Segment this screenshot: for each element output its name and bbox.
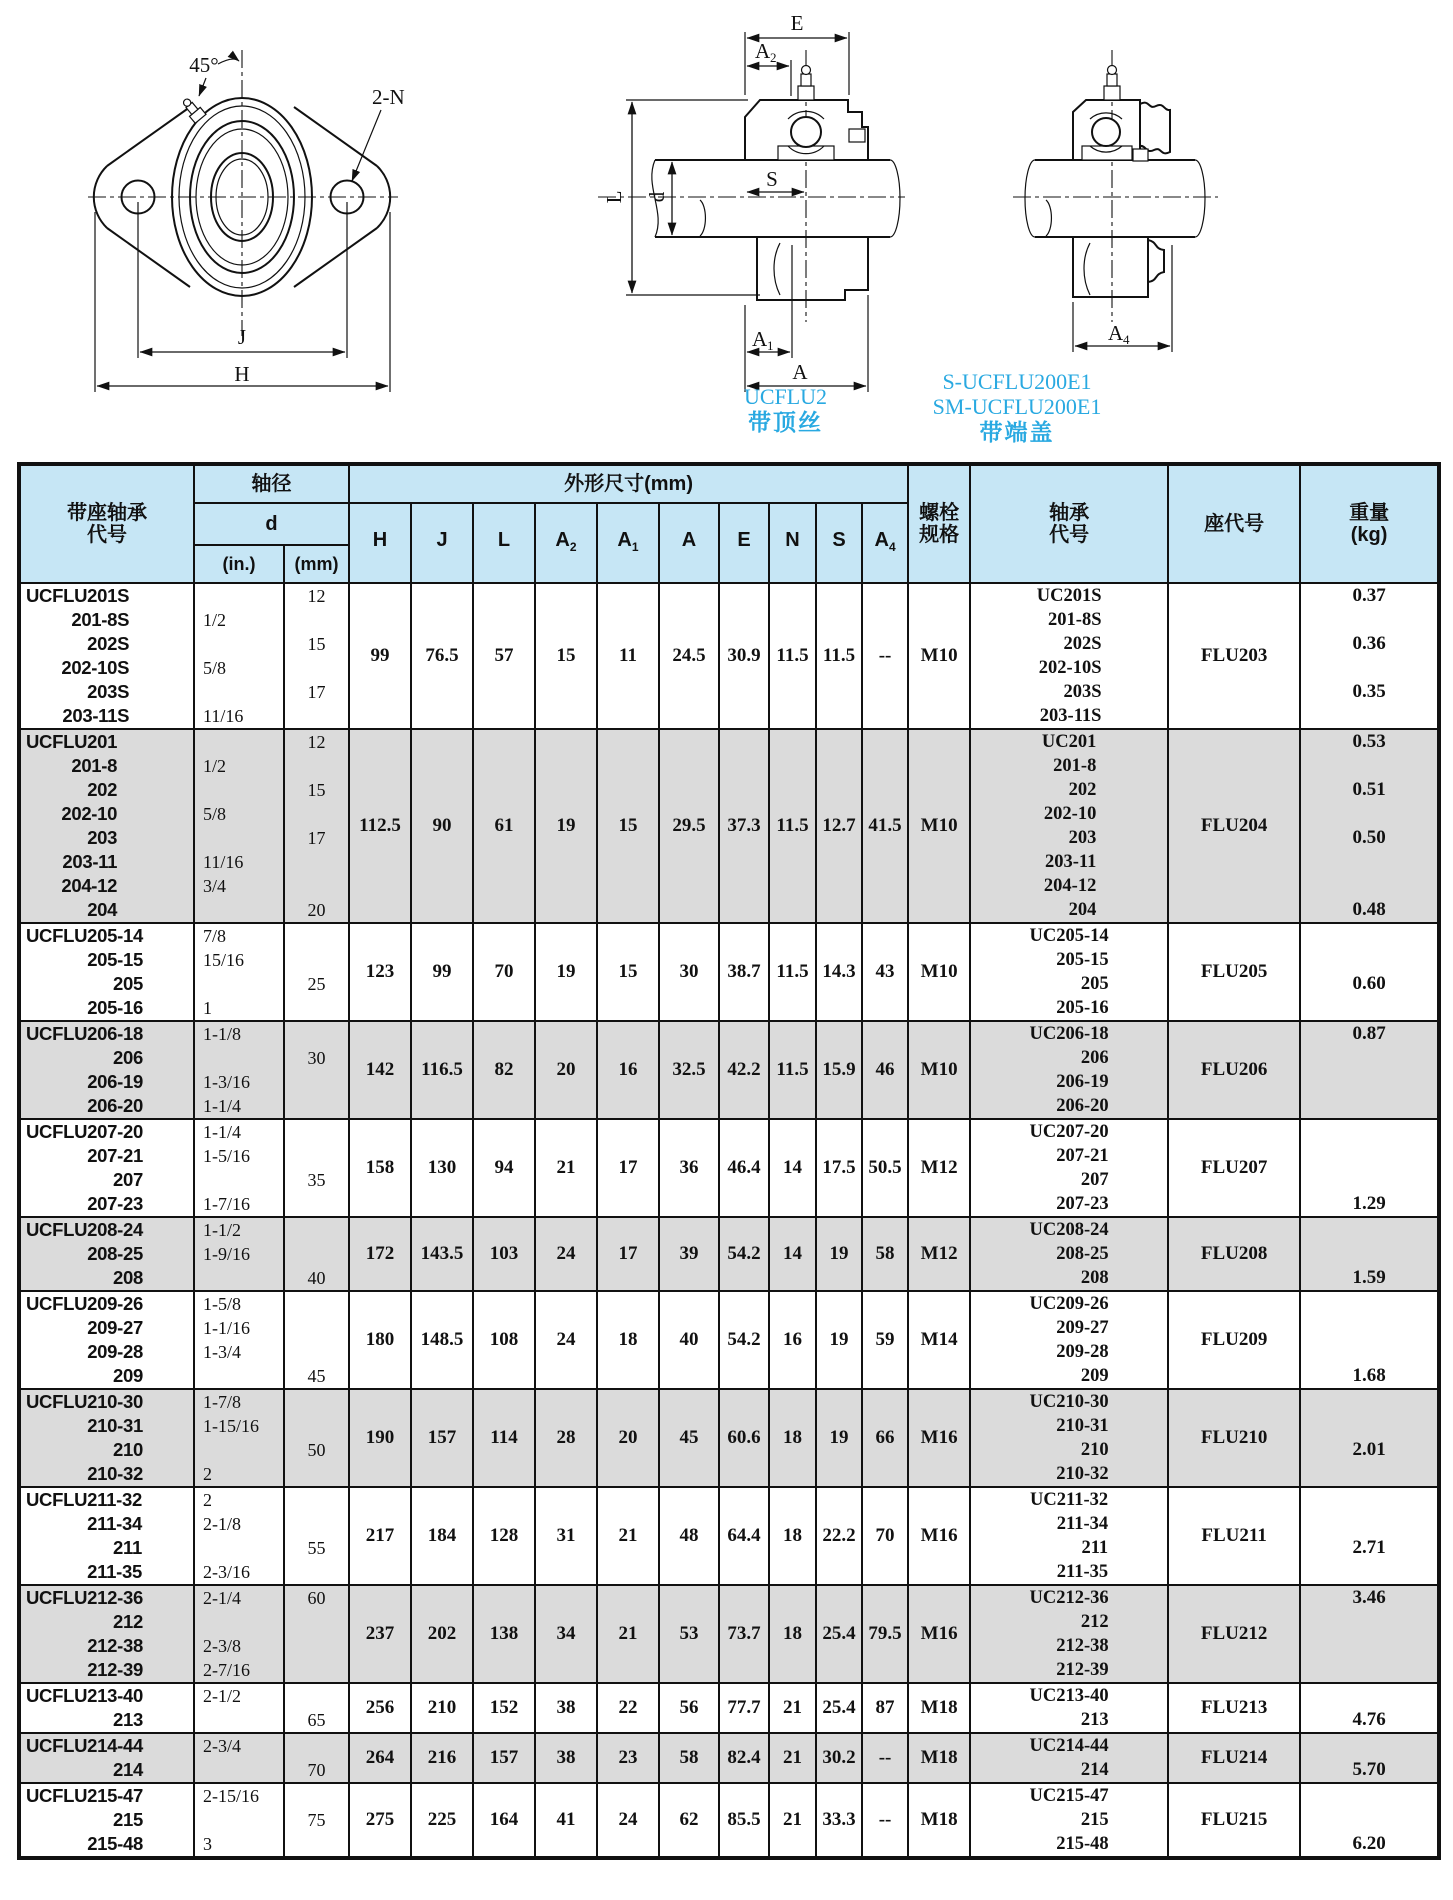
cell-housing-code: FLU207 bbox=[1168, 1119, 1300, 1217]
header-unit-code bbox=[19, 464, 194, 583]
cell-dim-L: 114 bbox=[473, 1389, 535, 1487]
cell-dim-A2: 28 bbox=[535, 1389, 597, 1487]
cell-dim-S: 30.2 bbox=[816, 1733, 862, 1783]
cell-unit-code: UCFLU208-24 208-25 208 bbox=[19, 1217, 194, 1291]
cell-dim-L: 108 bbox=[473, 1291, 535, 1389]
cell-dim-A4: 79.5 bbox=[862, 1585, 908, 1683]
cell-dim-L: 57 bbox=[473, 583, 535, 729]
cell-dim-E: 46.4 bbox=[719, 1119, 769, 1217]
cell-shaft-dia-inch: 1/2 5/8 11/16 bbox=[194, 583, 284, 729]
technical-drawings bbox=[0, 0, 1453, 458]
cell-dim-S: 19 bbox=[816, 1291, 862, 1389]
cell-weight: 0.60 bbox=[1300, 923, 1439, 1021]
section-dim-l-label: L bbox=[602, 190, 626, 204]
cell-dim-S: 19 bbox=[816, 1389, 862, 1487]
cell-shaft-dia-mm: 70 bbox=[284, 1733, 349, 1783]
cell-dim-A2: 38 bbox=[535, 1733, 597, 1783]
cell-shaft-dia-inch: 2 2-1/8 2-3/16 bbox=[194, 1487, 284, 1585]
cell-shaft-dia-mm: 75 bbox=[284, 1783, 349, 1858]
cell-dim-J: 184 bbox=[411, 1487, 473, 1585]
cell-dim-J: 210 bbox=[411, 1683, 473, 1733]
cell-bolt-size: M14 bbox=[908, 1291, 970, 1389]
cell-dim-N: 21 bbox=[769, 1683, 816, 1733]
cell-unit-code: UCFLU209-26 209-27 209-28 209 bbox=[19, 1291, 194, 1389]
cell-dim-A: 30 bbox=[659, 923, 719, 1021]
endcap-view-drawing bbox=[1013, 50, 1218, 352]
cell-dim-N: 14 bbox=[769, 1119, 816, 1217]
cell-shaft-dia-mm: 55 bbox=[284, 1487, 349, 1585]
cell-dim-L: 157 bbox=[473, 1733, 535, 1783]
table-row bbox=[19, 1021, 1439, 1119]
cell-bolt-size: M12 bbox=[908, 1119, 970, 1217]
cell-dim-A4: 87 bbox=[862, 1683, 908, 1733]
cell-housing-code: FLU210 bbox=[1168, 1389, 1300, 1487]
table-row bbox=[19, 729, 1439, 923]
cell-dim-A4: -- bbox=[862, 583, 908, 729]
cell-housing-code: FLU204 bbox=[1168, 729, 1300, 923]
cell-dim-A2: 19 bbox=[535, 729, 597, 923]
spec-table-body bbox=[19, 583, 1439, 1858]
cell-bolt-size: M18 bbox=[908, 1783, 970, 1858]
cell-dim-A2: 41 bbox=[535, 1783, 597, 1858]
table-row bbox=[19, 1487, 1439, 1585]
cell-dim-N: 11.5 bbox=[769, 923, 816, 1021]
section-dim-a1-sub: 1 bbox=[767, 338, 774, 353]
header-bearing-code bbox=[970, 464, 1168, 583]
grease-nipple-icon bbox=[798, 66, 814, 101]
cell-bolt-size: M16 bbox=[908, 1585, 970, 1683]
table-row bbox=[19, 1783, 1439, 1858]
cell-weight: 2.01 bbox=[1300, 1389, 1439, 1487]
header-bearing-code-line1: 轴承 bbox=[1049, 502, 1090, 524]
cell-dim-A2: 24 bbox=[535, 1291, 597, 1389]
header-dim-J: J bbox=[411, 503, 473, 583]
cell-dim-L: 164 bbox=[473, 1783, 535, 1858]
cell-weight: 1.59 bbox=[1300, 1217, 1439, 1291]
cell-dim-E: 77.7 bbox=[719, 1683, 769, 1733]
cell-dim-A4: 50.5 bbox=[862, 1119, 908, 1217]
cell-dim-A2: 31 bbox=[535, 1487, 597, 1585]
header-bolt-line2: 规格 bbox=[919, 524, 960, 546]
cell-bolt-size: M10 bbox=[908, 923, 970, 1021]
cell-dim-S: 12.7 bbox=[816, 729, 862, 923]
cell-housing-code: FLU208 bbox=[1168, 1217, 1300, 1291]
front-dim-j-label: J bbox=[237, 325, 247, 349]
cell-shaft-dia-inch: 1-1/2 1-9/16 bbox=[194, 1217, 284, 1291]
cell-dim-A1: 24 bbox=[597, 1783, 659, 1858]
cell-shaft-dia-mm: 12 15 17 20 bbox=[284, 729, 349, 923]
cell-housing-code: FLU214 bbox=[1168, 1733, 1300, 1783]
cell-dim-A: 58 bbox=[659, 1733, 719, 1783]
header-unit-code-line1: 带座轴承 bbox=[67, 502, 147, 524]
cell-bearing-code: UC211-32 211-34 211 211-35 bbox=[970, 1487, 1168, 1585]
header-dim-A2: $A_2$ bbox=[535, 503, 597, 583]
cell-shaft-dia-inch: 2-3/4 bbox=[194, 1733, 284, 1783]
cell-bolt-size: M10 bbox=[908, 1021, 970, 1119]
cell-dim-E: 30.9 bbox=[719, 583, 769, 729]
cell-dim-E: 37.3 bbox=[719, 729, 769, 923]
endcap-dim-a4-label: A bbox=[1108, 321, 1124, 345]
cell-shaft-dia-inch: 1-1/4 1-5/16 1-7/16 bbox=[194, 1119, 284, 1217]
cell-dim-A4: 59 bbox=[862, 1291, 908, 1389]
cell-dim-H: 217 bbox=[349, 1487, 411, 1585]
cell-housing-code: FLU215 bbox=[1168, 1783, 1300, 1858]
cell-dim-H: 158 bbox=[349, 1119, 411, 1217]
header-weight-line1: 重量 bbox=[1349, 502, 1390, 524]
cell-unit-code: UCFLU201 201-8 202 202-10 203 203-11 204-12 204 bbox=[19, 729, 194, 923]
section-dim-e-label: E bbox=[790, 11, 804, 35]
cell-weight: 2.71 bbox=[1300, 1487, 1439, 1585]
cell-bearing-code: UC201 201-8 202 202-10 203 203-11 204-12 204 bbox=[970, 729, 1168, 923]
cell-dim-H: 180 bbox=[349, 1291, 411, 1389]
cell-bearing-code: UC210-30 210-31 210 210-32 bbox=[970, 1389, 1168, 1487]
cell-dim-J: 76.5 bbox=[411, 583, 473, 729]
cell-dim-L: 128 bbox=[473, 1487, 535, 1585]
cell-dim-A: 45 bbox=[659, 1389, 719, 1487]
cell-dim-E: 82.4 bbox=[719, 1733, 769, 1783]
caption-ucflu2-note: 带顶丝 bbox=[748, 409, 823, 435]
header-dims-group: 外形尺寸(mm) bbox=[349, 464, 908, 503]
cell-dim-A: 24.5 bbox=[659, 583, 719, 729]
caption-ucflu2-model: UCFLU2 bbox=[743, 384, 828, 409]
cell-shaft-dia-mm: 45 bbox=[284, 1291, 349, 1389]
cell-shaft-dia-mm: 60 bbox=[284, 1585, 349, 1683]
cell-dim-A: 62 bbox=[659, 1783, 719, 1858]
cell-shaft-dia-inch: 2-15/16 3 bbox=[194, 1783, 284, 1858]
cell-unit-code: UCFLU201S 201-8S 202S 202-10S 203S 203-11S bbox=[19, 583, 194, 729]
header-weight bbox=[1300, 464, 1439, 583]
cell-bolt-size: M16 bbox=[908, 1487, 970, 1585]
cell-dim-S: 11.5 bbox=[816, 583, 862, 729]
cell-dim-J: 225 bbox=[411, 1783, 473, 1858]
cell-shaft-dia-mm: 12 15 17 bbox=[284, 583, 349, 729]
cell-dim-N: 14 bbox=[769, 1217, 816, 1291]
cell-weight: 0.87 bbox=[1300, 1021, 1439, 1119]
cell-bearing-code: UC214-44 214 bbox=[970, 1733, 1168, 1783]
cell-dim-E: 38.7 bbox=[719, 923, 769, 1021]
cell-dim-H: 123 bbox=[349, 923, 411, 1021]
cell-dim-A4: -- bbox=[862, 1783, 908, 1858]
cell-weight: 1.68 bbox=[1300, 1291, 1439, 1389]
cell-dim-A1: 17 bbox=[597, 1217, 659, 1291]
cell-dim-N: 11.5 bbox=[769, 583, 816, 729]
cell-dim-L: 103 bbox=[473, 1217, 535, 1291]
header-dim-S: S bbox=[816, 503, 862, 583]
cell-dim-S: 17.5 bbox=[816, 1119, 862, 1217]
section-dim-a2-sub: 2 bbox=[770, 50, 777, 65]
cell-housing-code: FLU209 bbox=[1168, 1291, 1300, 1389]
cell-shaft-dia-mm: 30 bbox=[284, 1021, 349, 1119]
cell-bearing-code: UC201S 201-8S 202S 202-10S 203S 203-11S bbox=[970, 583, 1168, 729]
cell-bolt-size: M18 bbox=[908, 1733, 970, 1783]
front-bolt-holes-label: 2-N bbox=[372, 85, 405, 109]
cell-dim-N: 11.5 bbox=[769, 729, 816, 923]
grease-nipple-icon bbox=[1104, 66, 1120, 101]
cell-bearing-code: UC206-18 206 206-19 206-20 bbox=[970, 1021, 1168, 1119]
header-d: d bbox=[194, 503, 349, 545]
cell-weight: 0.37 0.36 0.35 bbox=[1300, 583, 1439, 729]
cell-dim-A4: 43 bbox=[862, 923, 908, 1021]
cell-dim-S: 19 bbox=[816, 1217, 862, 1291]
header-dim-E: E bbox=[719, 503, 769, 583]
table-row bbox=[19, 1389, 1439, 1487]
spec-table bbox=[17, 462, 1441, 1860]
cell-bearing-code: UC208-24 208-25 208 bbox=[970, 1217, 1168, 1291]
cell-dim-A2: 20 bbox=[535, 1021, 597, 1119]
cell-dim-A1: 18 bbox=[597, 1291, 659, 1389]
cell-bearing-code: UC213-40 213 bbox=[970, 1683, 1168, 1733]
cell-dim-A4: 70 bbox=[862, 1487, 908, 1585]
cell-dim-A4: -- bbox=[862, 1733, 908, 1783]
cell-unit-code: UCFLU213-40 213 bbox=[19, 1683, 194, 1733]
cell-dim-A2: 15 bbox=[535, 583, 597, 729]
section-dim-a-label: A bbox=[792, 360, 808, 384]
cell-dim-J: 216 bbox=[411, 1733, 473, 1783]
cell-dim-L: 82 bbox=[473, 1021, 535, 1119]
cell-bolt-size: M12 bbox=[908, 1217, 970, 1291]
cell-bearing-code: UC209-26 209-27 209-28 209 bbox=[970, 1291, 1168, 1389]
header-dim-N: N bbox=[769, 503, 816, 583]
cell-dim-J: 157 bbox=[411, 1389, 473, 1487]
cell-dim-A: 48 bbox=[659, 1487, 719, 1585]
cell-bearing-code: UC205-14 205-15 205 205-16 bbox=[970, 923, 1168, 1021]
cell-dim-A2: 38 bbox=[535, 1683, 597, 1733]
cell-dim-A: 29.5 bbox=[659, 729, 719, 923]
cell-dim-A2: 24 bbox=[535, 1217, 597, 1291]
cell-dim-H: 190 bbox=[349, 1389, 411, 1487]
section-dim-a2-label: A bbox=[755, 39, 771, 63]
caption-right-model-2: SM-UCFLU200E1 bbox=[932, 394, 1102, 419]
cell-dim-A1: 21 bbox=[597, 1487, 659, 1585]
header-shaft-dia: 轴径 bbox=[194, 464, 349, 503]
cell-dim-A1: 15 bbox=[597, 729, 659, 923]
table-row bbox=[19, 1585, 1439, 1683]
cell-dim-A1: 15 bbox=[597, 923, 659, 1021]
cell-dim-A1: 11 bbox=[597, 583, 659, 729]
header-housing-code: 座代号 bbox=[1168, 464, 1300, 583]
cell-weight: 0.53 0.51 0.50 0.48 bbox=[1300, 729, 1439, 923]
cell-weight: 5.70 bbox=[1300, 1733, 1439, 1783]
cell-dim-A: 53 bbox=[659, 1585, 719, 1683]
cell-dim-H: 172 bbox=[349, 1217, 411, 1291]
cell-housing-code: FLU203 bbox=[1168, 583, 1300, 729]
cell-shaft-dia-inch: 1-7/8 1-15/16 2 bbox=[194, 1389, 284, 1487]
header-bolt bbox=[908, 464, 970, 583]
cell-dim-E: 60.6 bbox=[719, 1389, 769, 1487]
cell-unit-code: UCFLU205-14 205-15 205 205-16 bbox=[19, 923, 194, 1021]
cell-dim-N: 18 bbox=[769, 1585, 816, 1683]
cell-weight: 4.76 bbox=[1300, 1683, 1439, 1733]
cell-dim-A: 32.5 bbox=[659, 1021, 719, 1119]
cell-dim-H: 112.5 bbox=[349, 729, 411, 923]
cell-shaft-dia-mm: 65 bbox=[284, 1683, 349, 1733]
cell-unit-code: UCFLU210-30 210-31 210 210-32 bbox=[19, 1389, 194, 1487]
grease-nipple-icon bbox=[179, 95, 206, 123]
caption-right-model-1: S-UCFLU200E1 bbox=[942, 369, 1092, 394]
cell-dim-E: 54.2 bbox=[719, 1291, 769, 1389]
cell-bolt-size: M16 bbox=[908, 1389, 970, 1487]
cell-dim-N: 16 bbox=[769, 1291, 816, 1389]
cell-dim-A: 39 bbox=[659, 1217, 719, 1291]
header-dim-L: L bbox=[473, 503, 535, 583]
cell-dim-S: 14.3 bbox=[816, 923, 862, 1021]
cell-dim-J: 143.5 bbox=[411, 1217, 473, 1291]
cell-dim-S: 25.4 bbox=[816, 1585, 862, 1683]
table-row bbox=[19, 583, 1439, 729]
front-view-drawing bbox=[88, 50, 405, 392]
cell-shaft-dia-mm: 50 bbox=[284, 1389, 349, 1487]
cell-dim-H: 264 bbox=[349, 1733, 411, 1783]
cell-housing-code: FLU213 bbox=[1168, 1683, 1300, 1733]
cell-weight: 3.46 bbox=[1300, 1585, 1439, 1683]
cell-dim-A1: 17 bbox=[597, 1119, 659, 1217]
table-row bbox=[19, 1217, 1439, 1291]
cell-housing-code: FLU205 bbox=[1168, 923, 1300, 1021]
cell-dim-A: 56 bbox=[659, 1683, 719, 1733]
header-weight-line2: (kg) bbox=[1350, 524, 1388, 546]
cell-dim-L: 61 bbox=[473, 729, 535, 923]
cell-dim-J: 148.5 bbox=[411, 1291, 473, 1389]
cell-dim-A: 36 bbox=[659, 1119, 719, 1217]
header-bearing-code-line2: 代号 bbox=[1049, 524, 1090, 546]
cell-dim-N: 11.5 bbox=[769, 1021, 816, 1119]
table-row bbox=[19, 1291, 1439, 1389]
caption-s-ucflu200e1 bbox=[912, 369, 1122, 446]
front-dim-h-label: H bbox=[234, 362, 250, 386]
cell-dim-A4: 46 bbox=[862, 1021, 908, 1119]
cell-dim-H: 237 bbox=[349, 1585, 411, 1683]
cell-dim-H: 256 bbox=[349, 1683, 411, 1733]
cell-dim-A1: 20 bbox=[597, 1389, 659, 1487]
cell-dim-J: 130 bbox=[411, 1119, 473, 1217]
table-row bbox=[19, 1683, 1439, 1733]
section-dim-d-label: d bbox=[645, 191, 669, 203]
header-bolt-line1: 螺栓 bbox=[919, 502, 960, 524]
cell-housing-code: FLU212 bbox=[1168, 1585, 1300, 1683]
section-view-drawing bbox=[598, 11, 905, 392]
cell-weight: 1.29 bbox=[1300, 1119, 1439, 1217]
cell-unit-code: UCFLU212-36 212 212-38 212-39 bbox=[19, 1585, 194, 1683]
spec-table-header bbox=[19, 464, 1439, 583]
cell-bearing-code: UC215-47 215 215-48 bbox=[970, 1783, 1168, 1858]
cell-dim-L: 152 bbox=[473, 1683, 535, 1733]
cell-dim-S: 15.9 bbox=[816, 1021, 862, 1119]
header-dim-A1: $A_1$ bbox=[597, 503, 659, 583]
table-row bbox=[19, 1119, 1439, 1217]
cell-dim-L: 138 bbox=[473, 1585, 535, 1683]
cell-dim-E: 85.5 bbox=[719, 1783, 769, 1858]
cell-unit-code: UCFLU214-44 214 bbox=[19, 1733, 194, 1783]
cell-dim-A4: 66 bbox=[862, 1389, 908, 1487]
cell-dim-J: 90 bbox=[411, 729, 473, 923]
table-row bbox=[19, 1733, 1439, 1783]
cell-shaft-dia-inch: 7/8 15/16 1 bbox=[194, 923, 284, 1021]
cell-dim-A: 40 bbox=[659, 1291, 719, 1389]
cell-dim-H: 275 bbox=[349, 1783, 411, 1858]
cell-shaft-dia-mm: 25 bbox=[284, 923, 349, 1021]
cell-dim-A1: 16 bbox=[597, 1021, 659, 1119]
cell-dim-J: 202 bbox=[411, 1585, 473, 1683]
cell-dim-E: 73.7 bbox=[719, 1585, 769, 1683]
caption-right-note: 带端盖 bbox=[979, 419, 1055, 445]
cell-bolt-size: M10 bbox=[908, 729, 970, 923]
cell-dim-J: 99 bbox=[411, 923, 473, 1021]
cell-dim-L: 70 bbox=[473, 923, 535, 1021]
cell-shaft-dia-inch: 1-5/8 1-1/16 1-3/4 bbox=[194, 1291, 284, 1389]
cell-shaft-dia-inch: 2-1/2 bbox=[194, 1683, 284, 1733]
caption-ucflu2 bbox=[698, 384, 873, 436]
cell-dim-H: 99 bbox=[349, 583, 411, 729]
header-mm: (mm) bbox=[284, 545, 349, 583]
cell-dim-S: 25.4 bbox=[816, 1683, 862, 1733]
section-dim-s-label: S bbox=[766, 167, 778, 191]
cell-bearing-code: UC207-20 207-21 207 207-23 bbox=[970, 1119, 1168, 1217]
cell-dim-S: 22.2 bbox=[816, 1487, 862, 1585]
cell-unit-code: UCFLU206-18 206 206-19 206-20 bbox=[19, 1021, 194, 1119]
cell-housing-code: FLU211 bbox=[1168, 1487, 1300, 1585]
cell-bolt-size: M10 bbox=[908, 583, 970, 729]
header-inch: (in.) bbox=[194, 545, 284, 583]
header-dim-H: H bbox=[349, 503, 411, 583]
cell-dim-L: 94 bbox=[473, 1119, 535, 1217]
cell-unit-code: UCFLU207-20 207-21 207 207-23 bbox=[19, 1119, 194, 1217]
table-row bbox=[19, 923, 1439, 1021]
section-dim-a1-label: A bbox=[752, 327, 768, 351]
cell-unit-code: UCFLU215-47 215 215-48 bbox=[19, 1783, 194, 1858]
cell-shaft-dia-inch: 1/2 5/8 11/16 3/4 bbox=[194, 729, 284, 923]
header-dim-A: A bbox=[659, 503, 719, 583]
cell-unit-code: UCFLU211-32 211-34 211 211-35 bbox=[19, 1487, 194, 1585]
cell-bearing-code: UC212-36 212 212-38 212-39 bbox=[970, 1585, 1168, 1683]
cell-dim-A1: 21 bbox=[597, 1585, 659, 1683]
cell-shaft-dia-mm: 40 bbox=[284, 1217, 349, 1291]
header-unit-code-line2: 代号 bbox=[87, 524, 127, 546]
endcap-dim-a4-sub: 4 bbox=[1123, 332, 1130, 347]
cell-dim-E: 42.2 bbox=[719, 1021, 769, 1119]
cell-shaft-dia-inch: 1-1/8 1-3/16 1-1/4 bbox=[194, 1021, 284, 1119]
cell-dim-A2: 34 bbox=[535, 1585, 597, 1683]
cell-dim-E: 54.2 bbox=[719, 1217, 769, 1291]
cell-shaft-dia-inch: 2-1/4 2-3/8 2-7/16 bbox=[194, 1585, 284, 1683]
cell-dim-A2: 19 bbox=[535, 923, 597, 1021]
cell-dim-E: 64.4 bbox=[719, 1487, 769, 1585]
cell-dim-A2: 21 bbox=[535, 1119, 597, 1217]
cell-dim-A1: 22 bbox=[597, 1683, 659, 1733]
front-angle-label: 45° bbox=[189, 53, 219, 77]
cell-bolt-size: M18 bbox=[908, 1683, 970, 1733]
cell-dim-A1: 23 bbox=[597, 1733, 659, 1783]
cell-dim-N: 18 bbox=[769, 1389, 816, 1487]
cell-dim-A4: 41.5 bbox=[862, 729, 908, 923]
cell-weight: 6.20 bbox=[1300, 1783, 1439, 1858]
cell-dim-N: 21 bbox=[769, 1783, 816, 1858]
cell-dim-H: 142 bbox=[349, 1021, 411, 1119]
cell-dim-N: 18 bbox=[769, 1487, 816, 1585]
cell-dim-A4: 58 bbox=[862, 1217, 908, 1291]
cell-dim-S: 33.3 bbox=[816, 1783, 862, 1858]
cell-housing-code: FLU206 bbox=[1168, 1021, 1300, 1119]
cell-dim-J: 116.5 bbox=[411, 1021, 473, 1119]
cell-shaft-dia-mm: 35 bbox=[284, 1119, 349, 1217]
cell-dim-N: 21 bbox=[769, 1733, 816, 1783]
header-dim-A4: $A_4$ bbox=[862, 503, 908, 583]
